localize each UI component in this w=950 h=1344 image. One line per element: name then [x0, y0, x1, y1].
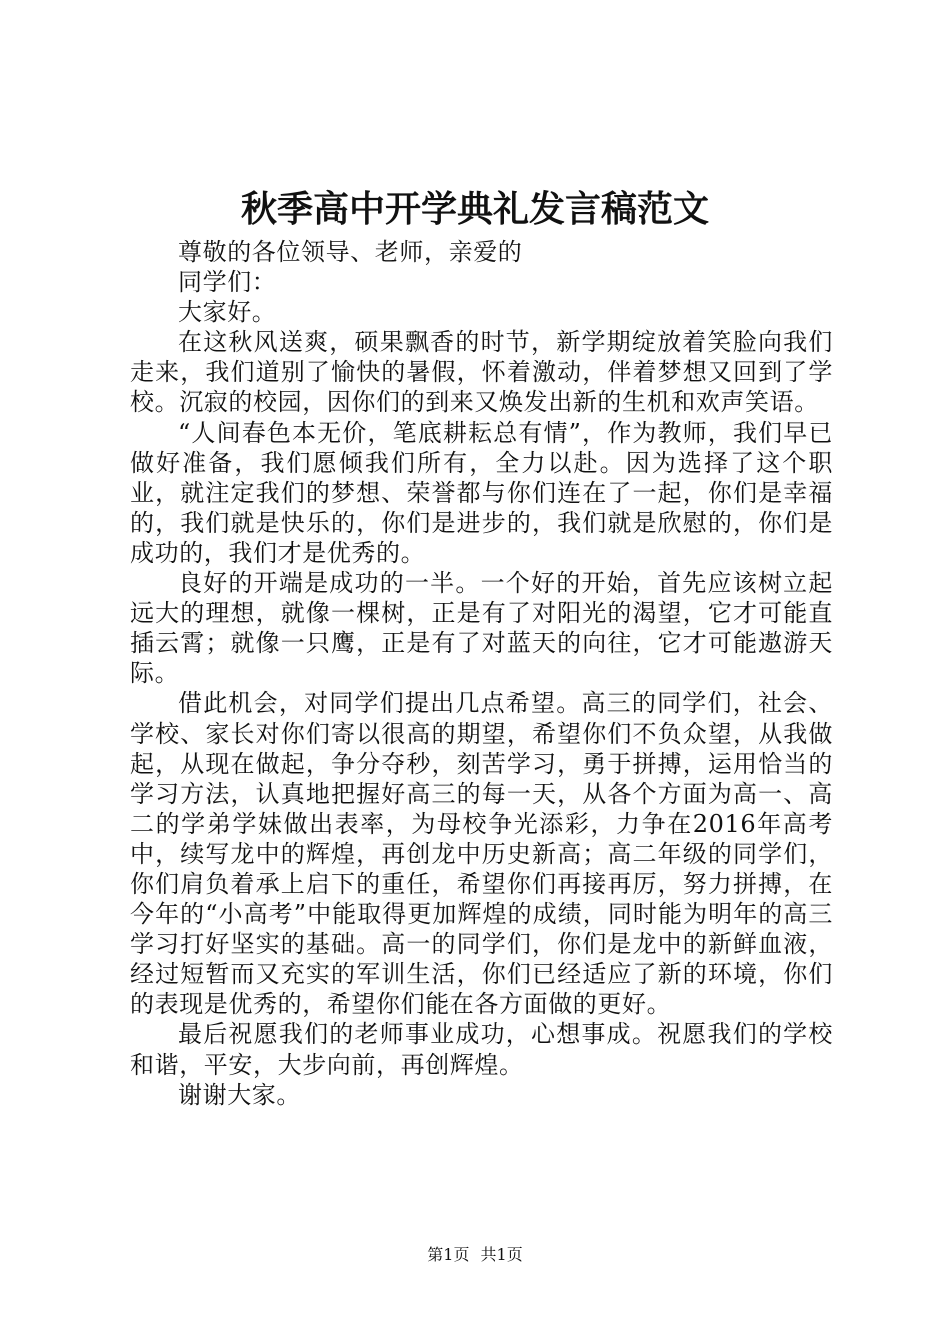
- paragraph-1: 在这秋风送爽，硕果飘香的时节，新学期绽放着笑脸向我们走来，我们道别了愉快的暑假，怀着激动，伴着梦想又回到了学校。沉寂的校园，因你们的到来又焕发出新的生机和欢声笑语。: [130, 328, 833, 417]
- document-body: [130, 237, 833, 1110]
- document-title: 秋季高中开学典礼发言稿范文: [240, 188, 709, 230]
- paragraph-3: 良好的开端是成功的一半。一个好的开始，首先应该树立起远大的理想，就像一棵树，正是有了对阳光的渴望，它才可能直插云霄；就像一只鹰，正是有了对蓝天的向往，它才可能遨游天际。: [130, 569, 833, 688]
- page-total: 共1页: [480, 1245, 523, 1264]
- closing-line: 谢谢大家。: [178, 1080, 301, 1109]
- hello-line: 大家好。: [178, 298, 277, 327]
- paragraph-2: “人间春色本无价，笔底耕耘总有情”，作为教师，我们早已做好准备，我们愿倾我们所有，全力以赴。因为选择了这个职业，就注定我们的梦想、荣誉都与你们连在了一起，你们是幸福的，我们就是快乐的，你们是进步的，我们就是欣慰的，你们是成功的，我们才是优秀的。: [130, 418, 833, 567]
- page-footer: [0, 1244, 950, 1266]
- greeting-line-2: 同学们：: [178, 268, 277, 297]
- greeting-line-1: 尊敬的各位领导、老师，亲爱的: [178, 238, 523, 266]
- page-number: 第1页: [427, 1245, 470, 1264]
- paragraph-5: 最后祝愿我们的老师事业成功，心想事成。祝愿我们的学校和谐，平安，大步向前，再创辉煌。: [130, 1020, 833, 1079]
- paragraph-4: 借此机会，对同学们提出几点希望。高三的同学们，社会、学校、家长对你们寄以很高的期望，希望你们不负众望，从我做起，从现在做起，争分夺秒，刻苦学习，勇于拼搏，运用恰当的学习方法，认真地把握好高三的每一天，从各个方面为高一、高二的学弟学妹做出表率，为母校争光添彩，力争在2016年高考中，续写龙中的辉煌，再创龙中历史新高；高二年级的同学们，你们肩负着承上启下的重任，希望你们再接再厉，努力拼搏，在今年的“小高考”中能取得更加辉煌的成绩，同时能为明年的高三学习打好坚实的基础。高一的同学们，你们是龙中的新鲜血液，经过短暂而又充实的军训生活，你们已经适应了新的环境，你们的表现是优秀的，希望你们能在各方面做的更好。: [130, 689, 833, 1019]
